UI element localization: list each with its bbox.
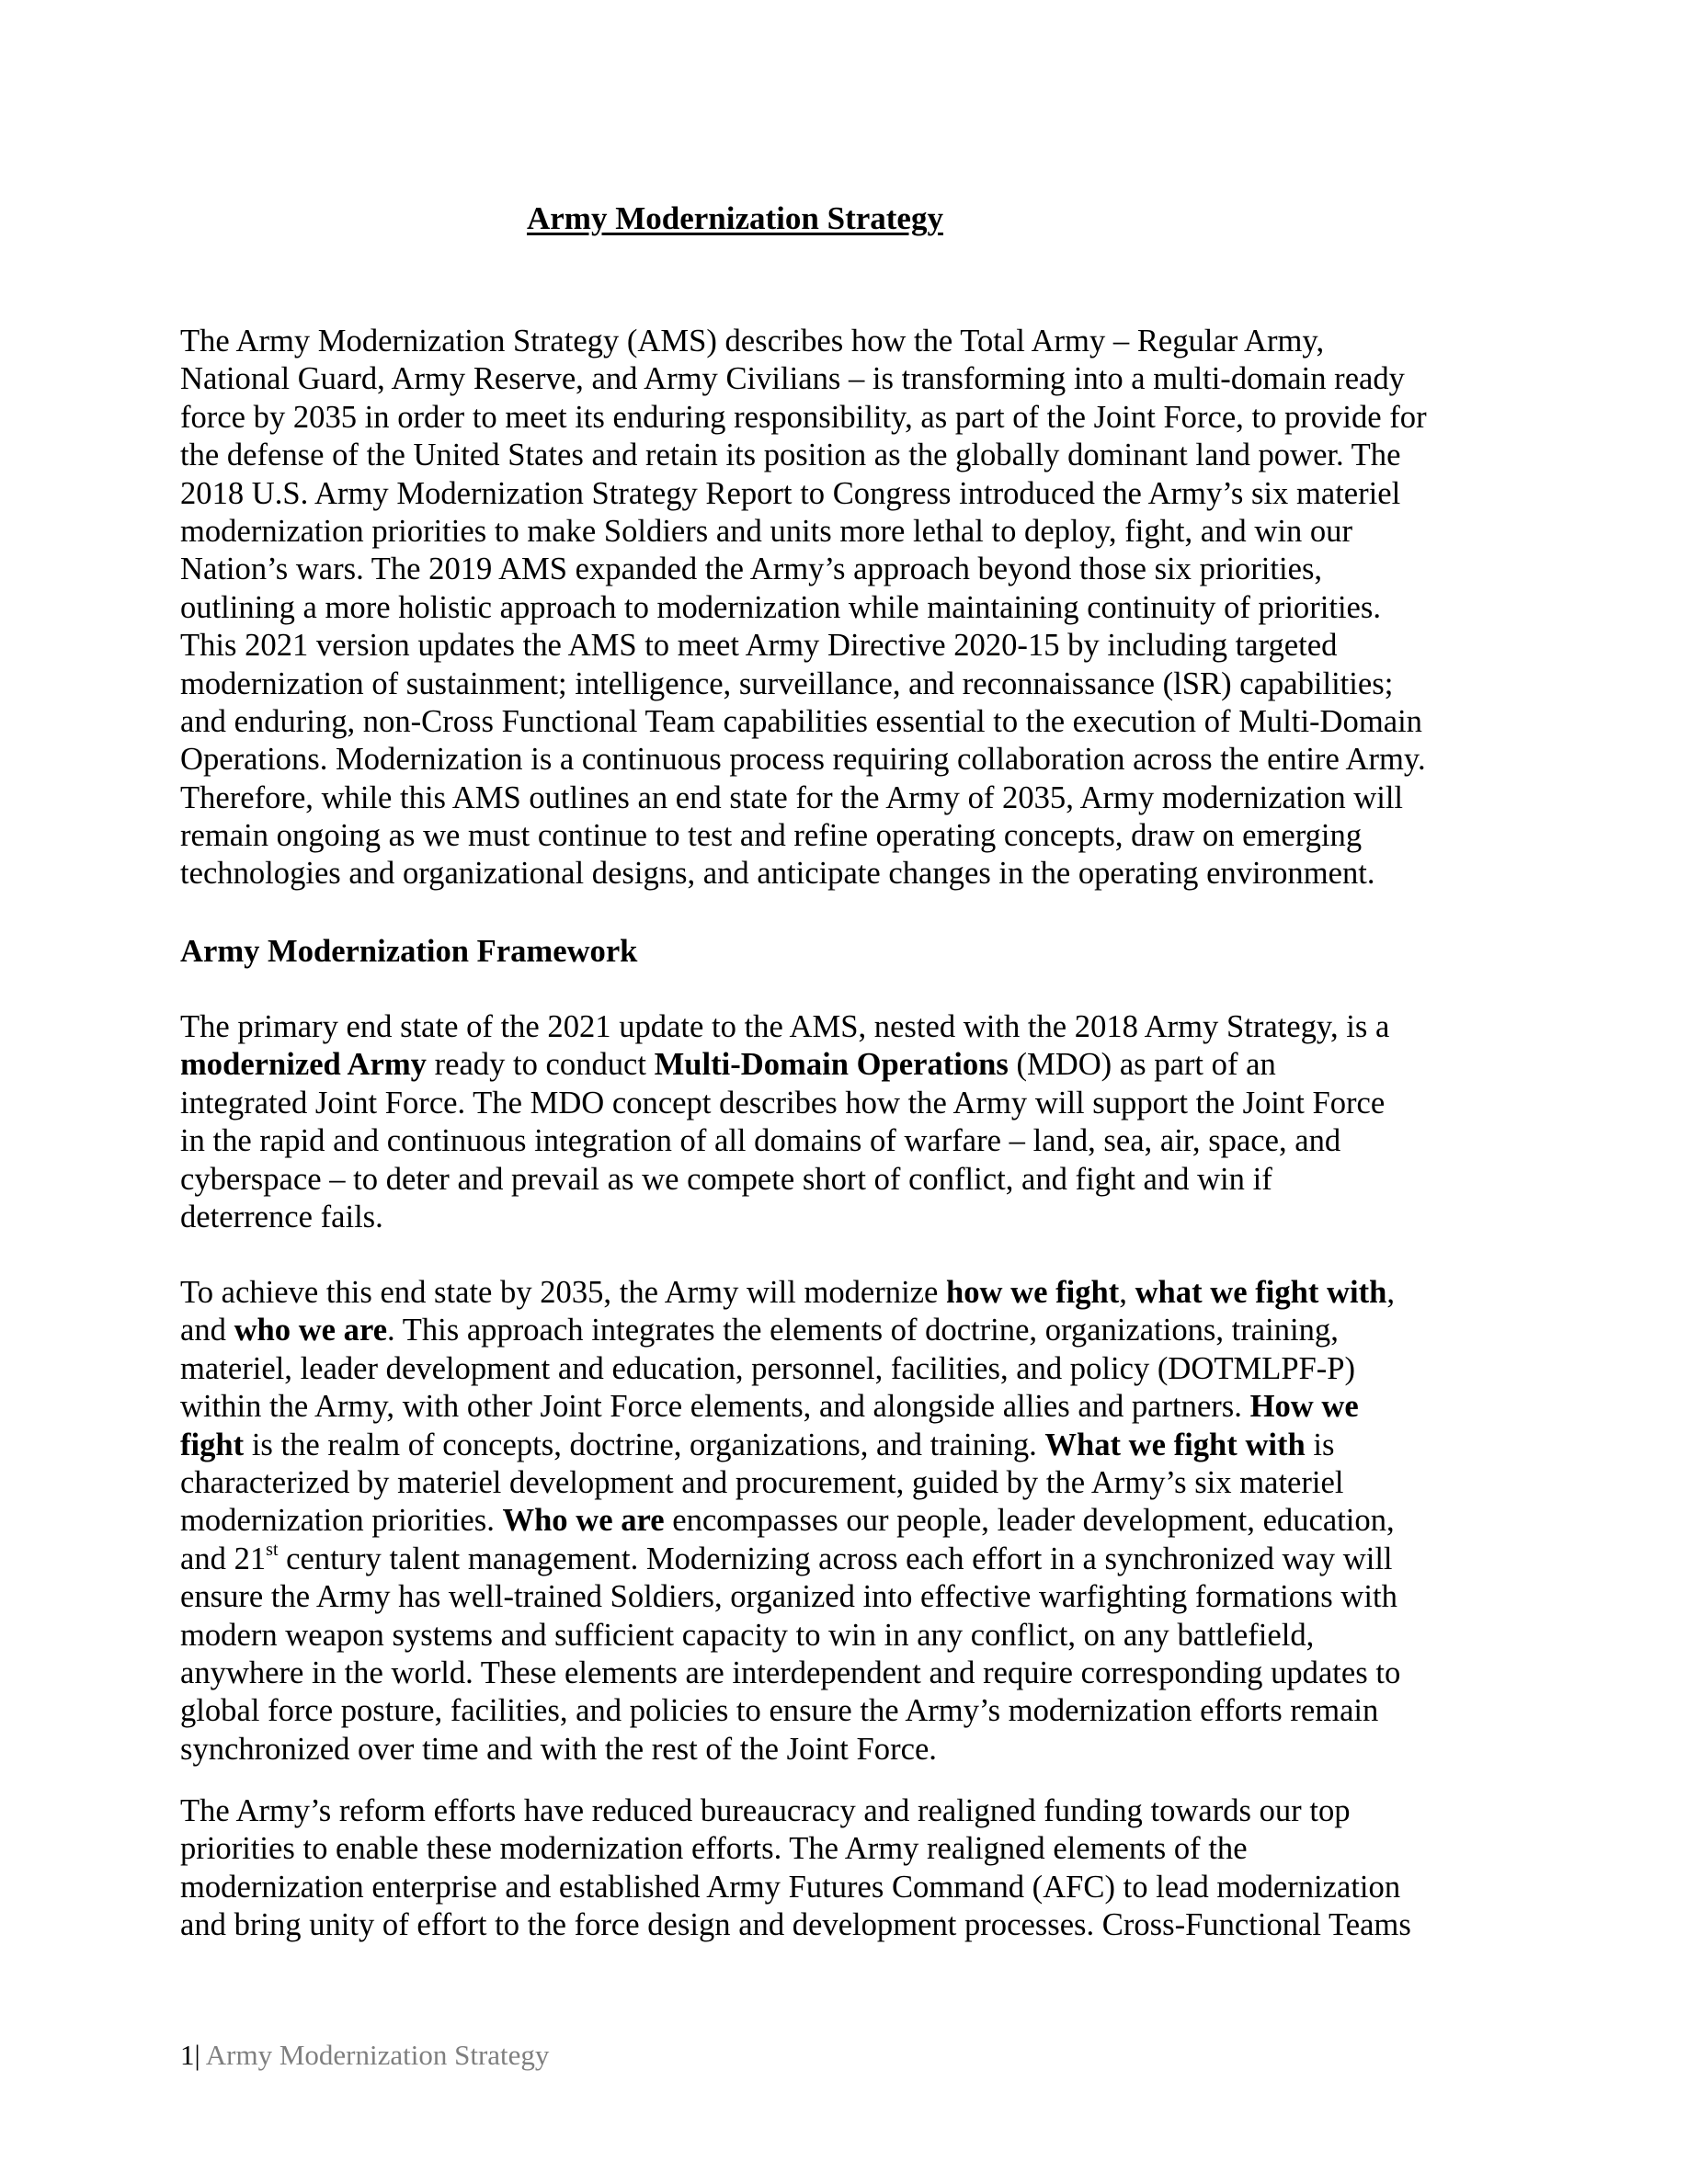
text-line: [180, 1274, 1400, 1312]
text-run: To achieve this end state by 2035, the Army will modernize: [180, 1275, 947, 1310]
text-line: Nation’s wars. The 2019 AMS expanded the Army’s approach beyond those six priorities,: [180, 552, 1323, 587]
text-run: and 21: [180, 1541, 267, 1576]
text-run: modernization priorities.: [180, 1503, 503, 1539]
intro-paragraph: [180, 323, 1427, 893]
bold-term: Who we are: [502, 1503, 665, 1539]
text-line: [180, 1046, 1389, 1084]
text-line: The primary end state of the 2021 update to the AMS, nested with the 2018 Army Strategy, is a: [180, 1009, 1390, 1044]
text-line: This 2021 version updates the AMS to meet Army Directive 2020-15 by including targeted: [180, 628, 1338, 664]
text-line: modernization of sustainment; intelligence, surveillance, and reconnaissance (lSR) capabilities;: [180, 665, 1394, 701]
section-heading: Army Modernization Framework: [180, 934, 638, 969]
text-line: global force posture, facilities, and policies to ensure the Army’s modernization efforts remain: [180, 1693, 1379, 1729]
text-line: remain ongoing as we must continue to test and refine operating concepts, draw on emerging: [180, 818, 1363, 854]
page-footer: [180, 2037, 549, 2074]
text-line: modernization priorities to make Soldiers and units more lethal to deploy, fight, and win our: [180, 513, 1352, 549]
text-line: synchronized over time and with the rest of the Joint Force.: [180, 1731, 937, 1767]
text-line: and enduring, non-Cross Functional Team capabilities essential to the execution of Multi-Domain: [180, 703, 1422, 739]
text-line: in the rapid and continuous integration of all domains of warfare – land, sea, air, space, and: [180, 1123, 1341, 1159]
text-line: ensure the Army has well-trained Soldiers, organized into effective warfighting formations with: [180, 1579, 1397, 1615]
text-line: The Army Modernization Strategy (AMS) describes how the Total Army – Regular Army,: [180, 324, 1325, 358]
text-line: technologies and organizational designs, and anticipate changes in the operating environment.: [180, 856, 1375, 892]
text-line: modernization enterprise and established Army Futures Command (AFC) to lead modernization: [180, 1869, 1401, 1905]
page-number: 1|: [180, 2039, 200, 2071]
text-line: National Guard, Army Reserve, and Army Civilians – is transforming into a multi-domain ready: [180, 361, 1405, 397]
text-line: priorities to enable these modernization efforts. The Army realigned elements of the: [180, 1831, 1248, 1867]
bold-term: How we: [1249, 1389, 1359, 1425]
bold-term: fight: [180, 1427, 245, 1462]
bold-term: what we fight with: [1135, 1275, 1387, 1310]
footer-label: Army Modernization Strategy: [200, 2039, 550, 2071]
text-line: materiel, leader development and education, personnel, facilities, and policy (DOTMLPF-P): [180, 1350, 1356, 1386]
text-run: (MDO) as part of an: [1008, 1047, 1276, 1083]
text-run: ready to conduct: [426, 1047, 655, 1083]
end-state-paragraph: [180, 1274, 1400, 1769]
text-run: within the Army, with other Joint Force elements, and alongside allies and partners.: [180, 1389, 1250, 1425]
text-run: and: [180, 1313, 234, 1348]
text-line: outlining a more holistic approach to modernization while maintaining continuity of priorities.: [180, 589, 1381, 625]
text-line: and bring unity of effort to the force design and development processes. Cross-Functional Teams: [180, 1907, 1411, 1943]
text-line: [180, 1502, 1400, 1540]
text-line: force by 2035 in order to meet its enduring responsibility, as part of the Joint Force, to provide for: [180, 399, 1427, 435]
text-line: [180, 1312, 1400, 1349]
bold-term: who we are: [234, 1313, 388, 1348]
text-line: 2018 U.S. Army Modernization Strategy Report to Congress introduced the Army’s six materiel: [180, 475, 1401, 511]
text-run: ,: [1119, 1275, 1135, 1310]
text-line: The Army’s reform efforts have reduced bureaucracy and realigned funding towards our top: [180, 1793, 1351, 1828]
text-run: encompasses our people, leader development, education,: [664, 1503, 1395, 1539]
text-run: . This approach integrates the elements of doctrine, organizations, training,: [387, 1313, 1339, 1348]
bold-term: What we fight with: [1044, 1427, 1306, 1462]
text-line: [180, 1388, 1400, 1426]
text-line: Operations. Modernization is a continuous process requiring collaboration across the entire Army.: [180, 742, 1426, 778]
text-run: century talent management. Modernizing across each effort in a synchronized way will: [278, 1541, 1393, 1576]
framework-paragraph: [180, 1008, 1389, 1236]
text-line: anywhere in the world. These elements are interdependent and require corresponding updates to: [180, 1655, 1401, 1690]
text-run: ,: [1386, 1275, 1395, 1310]
text-line: deterrence fails.: [180, 1199, 383, 1234]
document-title: Army Modernization Strategy: [527, 200, 943, 236]
text-run: is the realm of concepts, doctrine, organizations, and training.: [244, 1427, 1045, 1462]
superscript: st: [266, 1540, 279, 1561]
reform-paragraph: [180, 1792, 1411, 1945]
bold-term: modernized Army: [180, 1047, 427, 1083]
bold-term: how we fight: [946, 1275, 1120, 1310]
bold-term: Multi-Domain Operations: [654, 1047, 1009, 1083]
text-line: Therefore, while this AMS outlines an end state for the Army of 2035, Army modernization will: [180, 779, 1404, 815]
text-line: cyberspace – to deter and prevail as we compete short of conflict, and fight and win if: [180, 1161, 1272, 1197]
text-line: characterized by materiel development and procurement, guided by the Army’s six materiel: [180, 1464, 1344, 1500]
text-line: the defense of the United States and retain its position as the globally dominant land power. The: [180, 438, 1401, 473]
text-line: integrated Joint Force. The MDO concept describes how the Army will support the Joint Force: [180, 1085, 1386, 1120]
text-line: modern weapon systems and sufficient capacity to win in any conflict, on any battlefield,: [180, 1617, 1315, 1653]
text-run: is: [1305, 1427, 1335, 1462]
text-line: [180, 1427, 1400, 1464]
text-line: [180, 1541, 1400, 1578]
